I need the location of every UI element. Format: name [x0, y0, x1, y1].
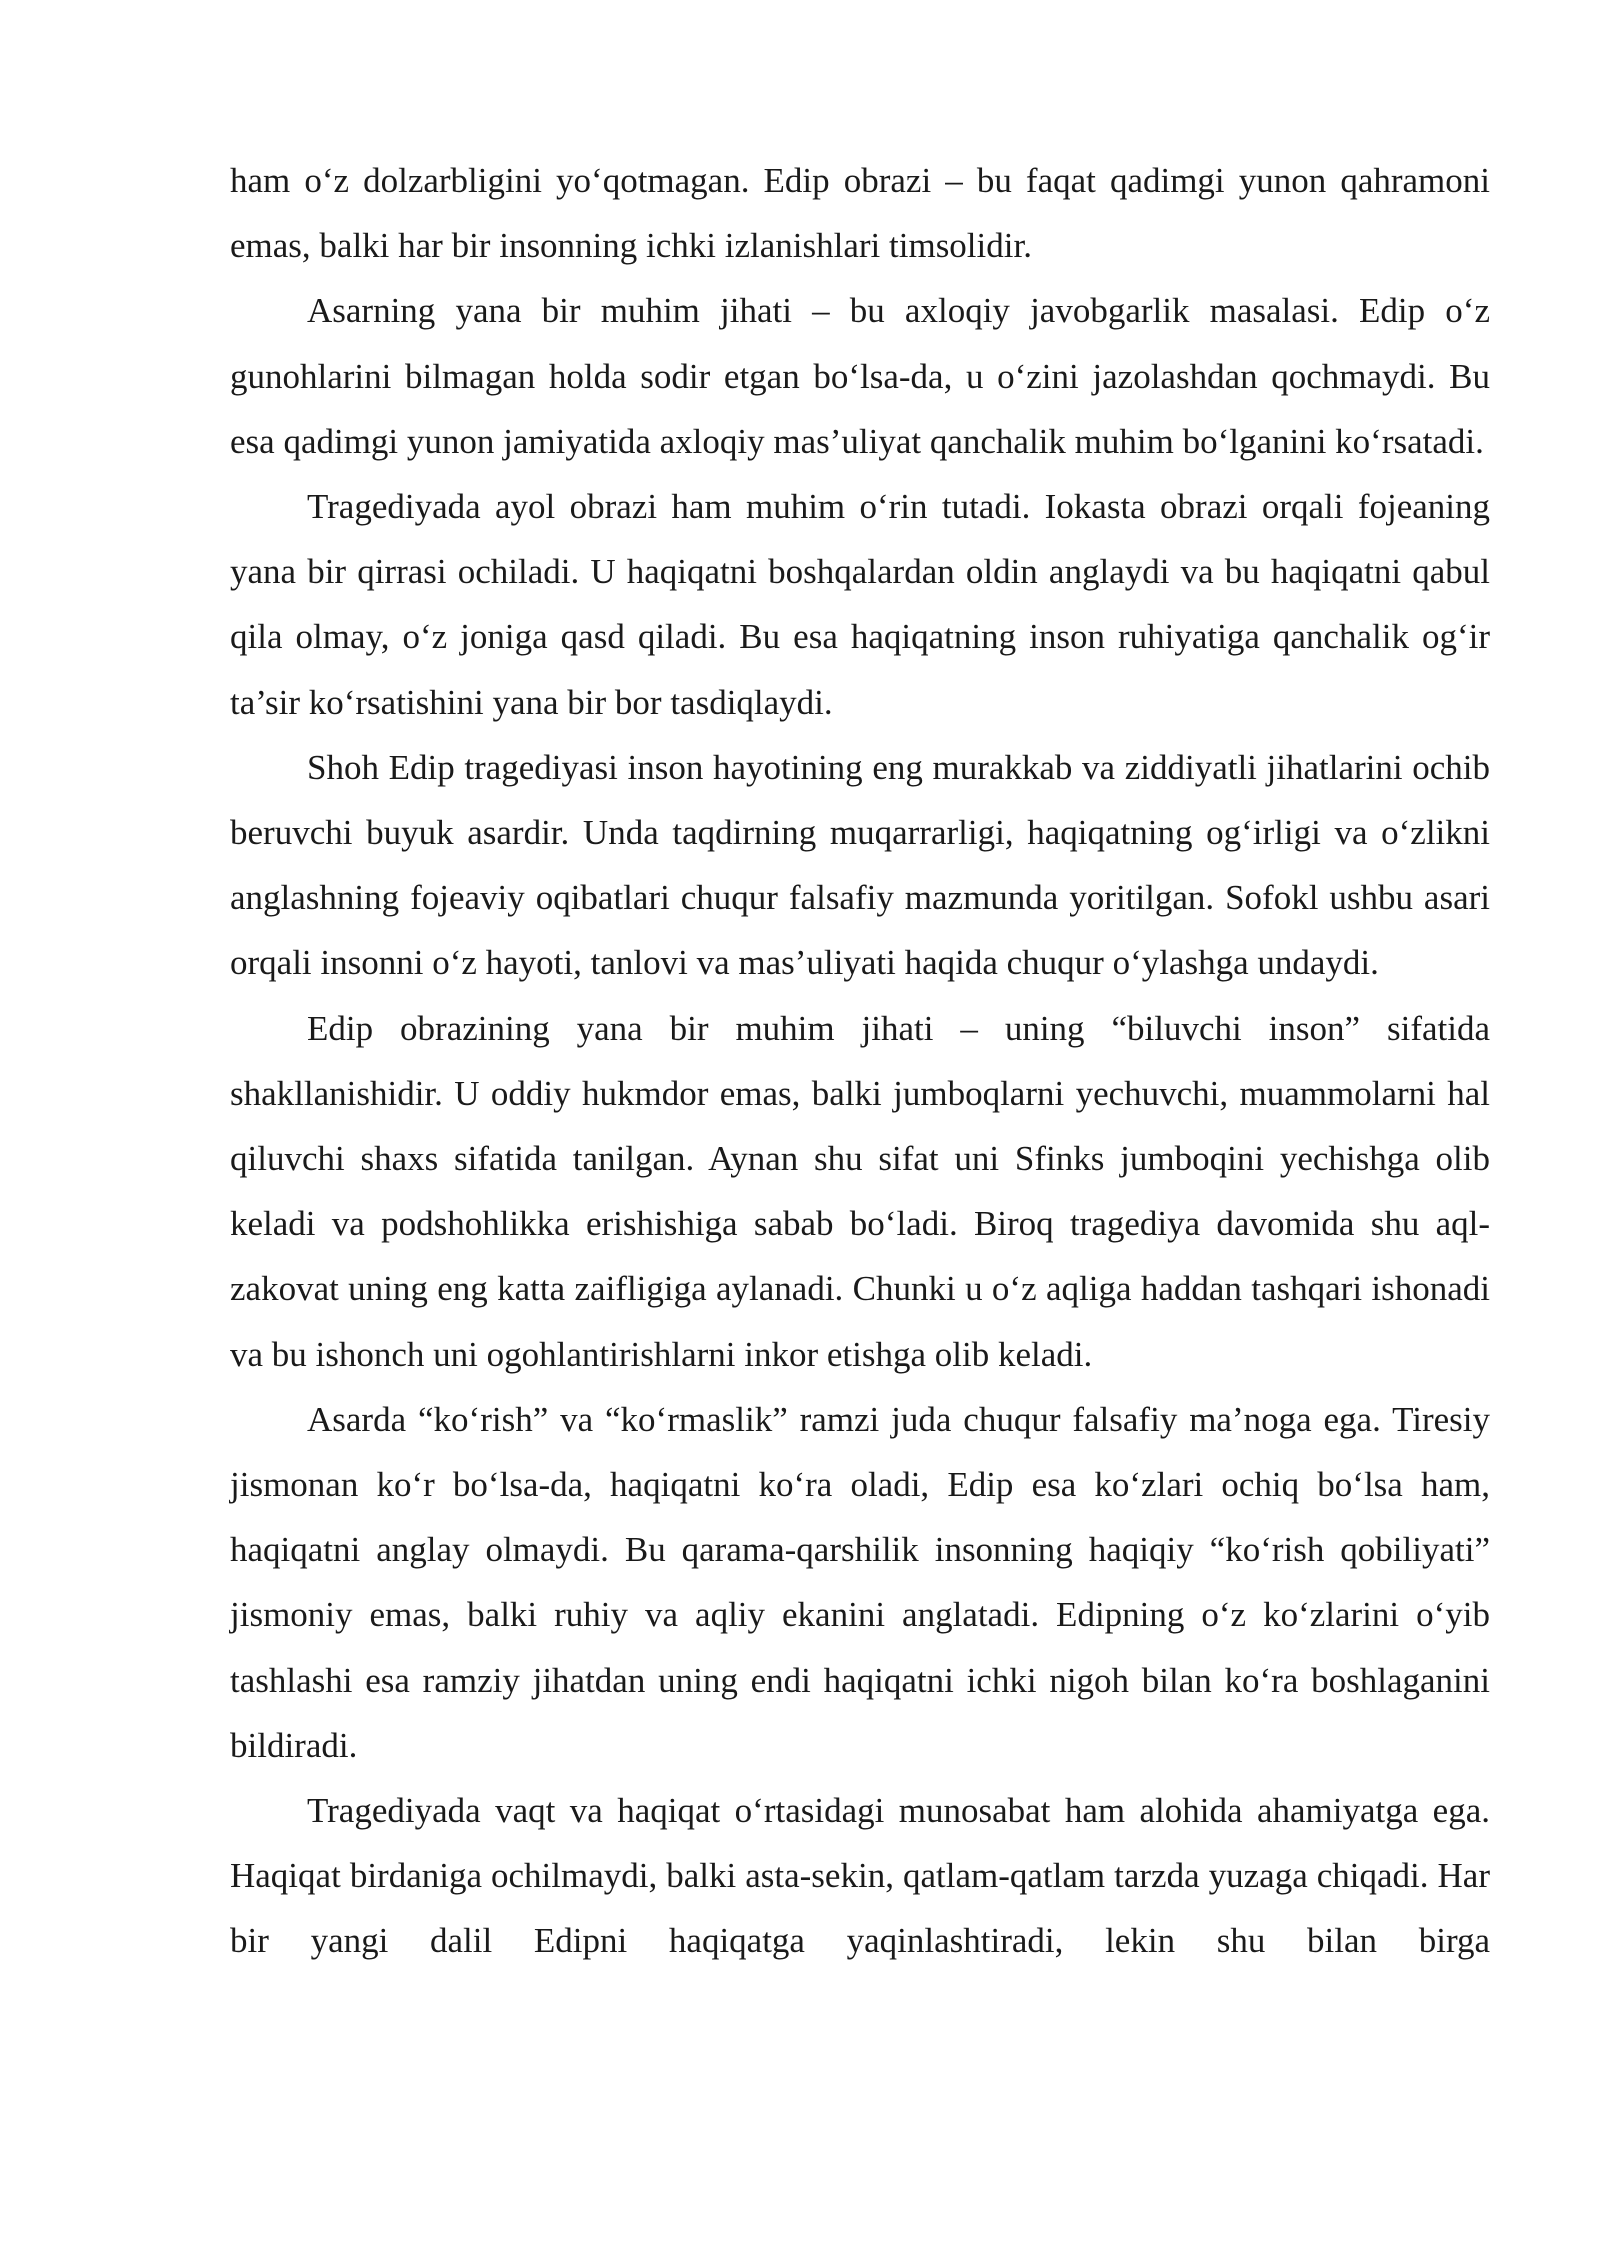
paragraph-seeing-symbol: Asarda “ko‘rish” va “ko‘rmaslik” ramzi juda chuqur falsafiy ma’noga ega. Tiresiy jismonan ko‘r bo‘lsa-da, haqiqatni ko‘ra oladi, Edip esa ko‘zlari ochiq bo‘lsa ham, haqiqatni anglay olmaydi. Bu qarama-qarshilik insonning haqiqiy “ko‘rish qobiliyati” jismoniy emas, balki ruhiy va aqliy ekanini anglatadi. Edipning o‘z ko‘zlarini o‘yib tashlashi esa ramziy jihatdan uning endi haqiqatni ichki nigoh bilan ko‘ra boshlaganini bildiradi. [230, 1399, 1490, 1765]
paragraph-time-and-truth: Tragediyada vaqt va haqiqat o‘rtasidagi munosabat ham alohida ahamiyatga ega. Haqiqat birdaniga ochilmaydi, balki asta-sekin, qatlam-qatlam tarzda yuzaga chiqadi. Har bir yangi dalil Edipni haqiqatga yaqinlashtiradi, lekin shu bilan birga [230, 1791, 1490, 1961]
document-body [230, 148, 1490, 1974]
paragraph-continued: ham o‘z dolzarbligini yo‘qotmagan. Edip obrazi – bu faqat qadimgi yunon qahramoni emas, balki har bir insonning ichki izlanishlari timsolidir. [230, 161, 1490, 266]
paragraph-knowing-man: Edip obrazining yana bir muhim jihati – uning “biluvchi inson” sifatida shakllanishidir. U oddiy hukmdor emas, balki jumboqlarni yechuvchi, muammolarni hal qiluvchi shaxs sifatida tanilgan. Aynan shu sifat uni Sfinks jumboqini yechishga olib keladi va podshohlikka erishishiga sabab bo‘ladi. Biroq tragediya davomida shu aql-zakovat uning eng katta zaifligiga aylanadi. Chunki u o‘z aqliga haddan tashqari ishonadi va bu ishonch uni ogohlantirishlarni inkor etishga olib keladi. [230, 1008, 1490, 1374]
paragraph-tragedy-summary: Shoh Edip tragediyasi inson hayotining eng murakkab va ziddiyatli jihatlarini ochib beruvchi buyuk asardir. Unda taqdirning muqarrarligi, haqiqatning og‘irligi va o‘zlikni anglashning fojeaviy oqibatlari chuqur falsafiy mazmunda yoritilgan. Sofokl ushbu asari orqali insonni o‘z hayoti, tanlovi va mas’uliyati haqida chuqur o‘ylashga undaydi. [230, 747, 1490, 983]
paragraph-moral-responsibility: Asarning yana bir muhim jihati – bu axloqiy javobgarlik masalasi. Edip o‘z gunohlarini bilmagan holda sodir etgan bo‘lsa-da, u o‘zini jazolashdan qochmaydi. Bu esa qadimgi yunon jamiyatida axloqiy mas’uliyat qanchalik muhim bo‘lganini ko‘rsatadi. [230, 291, 1490, 461]
paragraph-female-image: Tragediyada ayol obrazi ham muhim o‘rin tutadi. Iokasta obrazi orqali fojeaning yana bir qirrasi ochiladi. U haqiqatni boshqalardan oldin anglaydi va bu haqiqatni qabul qila olmay, o‘z joniga qasd qiladi. Bu esa haqiqatning inson ruhiyatiga qanchalik og‘ir ta’sir ko‘rsatishini yana bir bor tasdiqlaydi. [230, 487, 1490, 722]
